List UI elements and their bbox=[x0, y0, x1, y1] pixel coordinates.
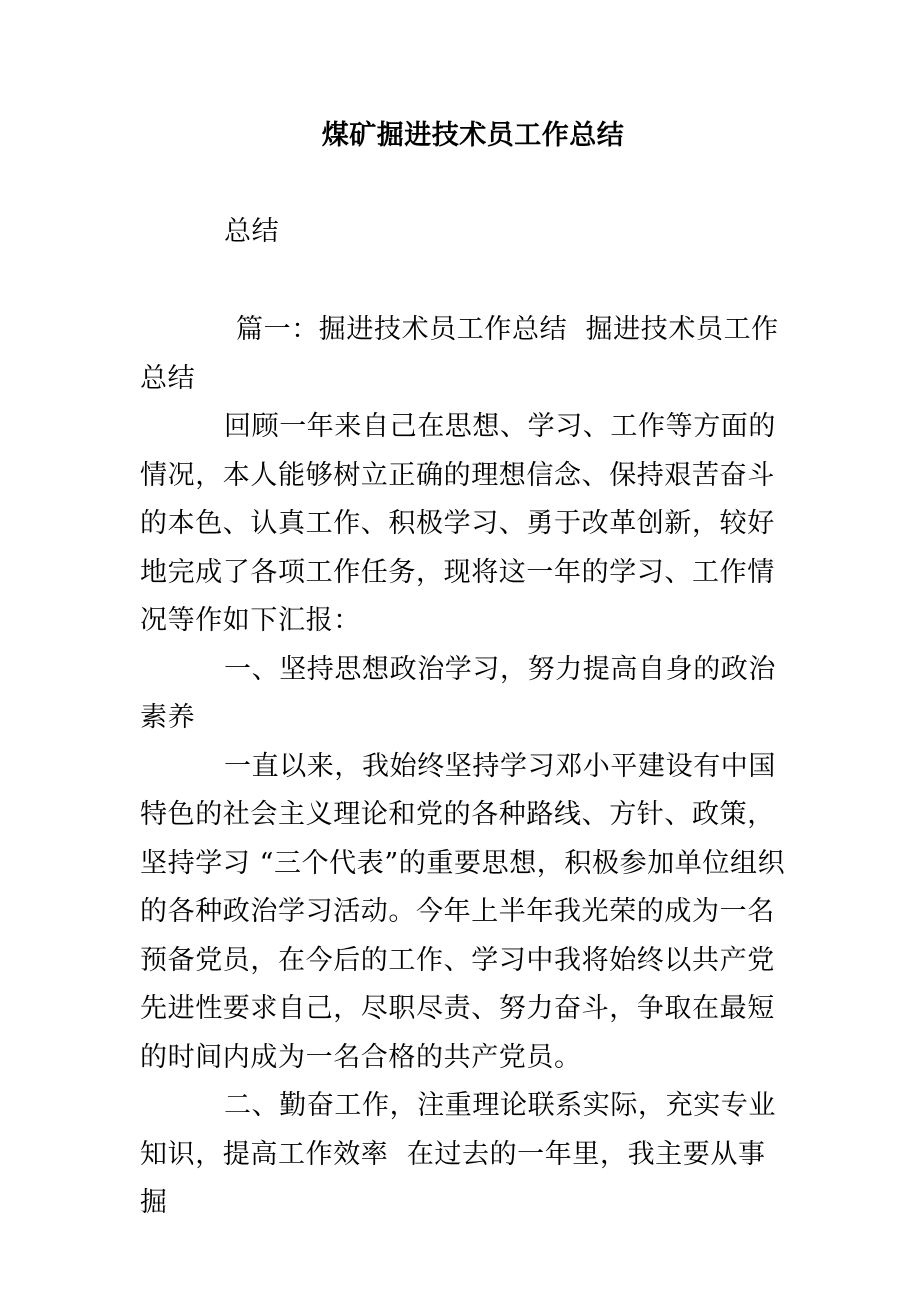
paragraph-political-study: 一直以来，我始终坚持学习邓小平建设有中国特色的社会主义理论和党的各种路线、方针、政策，坚持学习 “三个代表”的重要思想，积极参加单位组织的各种政治学习活动。今年上半年我光荣的成为一名预备党员，在今后的工作、学习中我将始终以共产党先进性要求自己，尽职尽责、努力奋斗，争取在最短的时间内成为一名合格的共产党员。 bbox=[140, 750, 786, 1073]
paragraph-heading-one: 一、坚持思想政治学习，努力提高自身的政治素养 bbox=[140, 653, 776, 733]
document-body bbox=[140, 306, 790, 1228]
paragraph-section-heading: 篇一：掘进技术员工作总结 掘进技术员工作总结 bbox=[140, 314, 779, 394]
document-subtitle: 总结 bbox=[224, 216, 280, 247]
document-title: 煤矿掘进技术员工作总结 bbox=[321, 120, 625, 151]
paragraph-intro: 回顾一年来自己在思想、学习、工作等方面的情况，本人能够树立正确的理想信念、保持艰苦奋斗的本色、认真工作、积极学习、勇于改革创新，较好地完成了各项工作任务，现将这一年的学习、工作情况等作如下汇报： bbox=[140, 411, 776, 636]
paragraph-heading-two: 二、勤奋工作，注重理论联系实际，充实专业知识，提高工作效率 在过去的一年里，我主要从事掘 bbox=[140, 1090, 776, 1218]
